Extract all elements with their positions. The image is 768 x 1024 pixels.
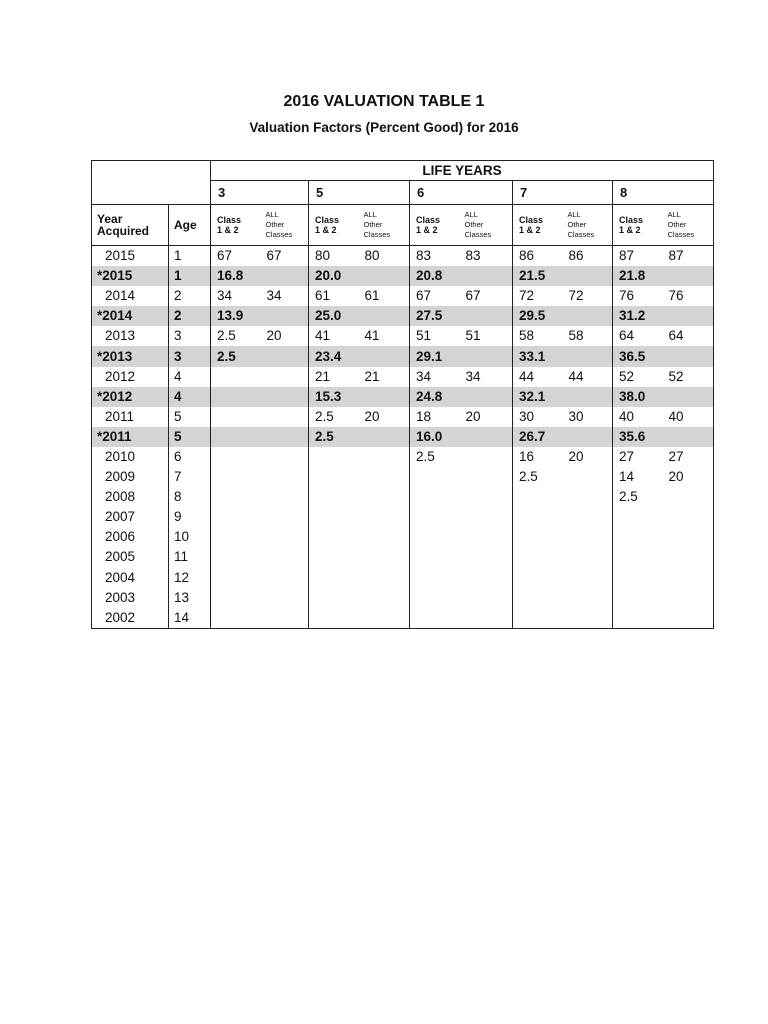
other-classes-value [663, 387, 714, 407]
table-row [92, 387, 714, 407]
other-classes-value: 34 [261, 286, 309, 306]
other-classes-value [261, 427, 309, 447]
year-acquired-cell: 2004 [92, 568, 169, 588]
other-classes-value [460, 487, 513, 507]
other-classes-value [563, 266, 613, 286]
other-classes-value [261, 346, 309, 366]
table-row [92, 306, 714, 326]
year-acquired-cell: 2010 [92, 447, 169, 467]
other-classes-value [460, 266, 513, 286]
class-1-2-value [513, 487, 563, 507]
other-classes-value: 67 [261, 246, 309, 267]
year-acquired-cell: 2011 [92, 407, 169, 427]
class-1-2-value: 27 [619, 448, 635, 464]
age-cell: 3 [169, 326, 211, 346]
other-classes-value [359, 266, 410, 286]
other-classes-value [359, 427, 410, 447]
age-cell: 8 [169, 487, 211, 507]
other-classes-value [460, 568, 513, 588]
class-1-2-value: 2.5 [315, 408, 334, 424]
table-row [92, 547, 714, 567]
age-cell: 9 [169, 507, 211, 527]
table-row [92, 487, 714, 507]
class-1-2-value: 21.8 [613, 266, 663, 286]
class-1-2-value: 52 [619, 368, 635, 384]
class-1-2-value: 83 [416, 248, 432, 264]
class-1-2-value [613, 568, 663, 588]
other-classes-value [460, 387, 513, 407]
other-classes-value [359, 507, 410, 527]
class-1-2-value [513, 588, 563, 608]
class-1-2-value: 87 [619, 248, 635, 264]
class-1-2-value [309, 467, 359, 487]
other-classes-value [563, 306, 613, 326]
class-1-2-value [513, 527, 563, 547]
year-acquired-cell: 2013 [92, 326, 169, 346]
other-classes-value [261, 387, 309, 407]
other-classes-value [563, 527, 613, 547]
other-classes-value: 30 [563, 407, 613, 427]
class-1-2-value: 13.9 [211, 306, 261, 326]
other-classes-value [261, 447, 309, 467]
class-1-2-value [309, 487, 359, 507]
other-classes-value [261, 588, 309, 608]
class-1-2-value: 36.5 [613, 346, 663, 366]
class-1-2-value: 27.5 [410, 306, 460, 326]
table-row [92, 367, 714, 387]
class-1-2-value: 16 [519, 448, 535, 464]
other-classes-value [663, 346, 714, 366]
year-acquired-cell: 2008 [92, 487, 169, 507]
class-1-2-value: 44 [519, 368, 535, 384]
class-1-2-value: 31.2 [613, 306, 663, 326]
class-1-2-value: 32.1 [513, 387, 563, 407]
other-classes-value [460, 447, 513, 467]
other-classes-value: 58 [563, 326, 613, 346]
other-classes-value [563, 427, 613, 447]
other-classes-value [563, 467, 613, 487]
other-classes-value [663, 608, 714, 629]
class-1-2-value: 33.1 [513, 346, 563, 366]
other-classes-value [563, 608, 613, 629]
class-1-2-value: 21 [315, 368, 331, 384]
other-classes-value: 72 [563, 286, 613, 306]
other-classes-value [261, 467, 309, 487]
class-1-2-value: 51 [416, 328, 432, 344]
other-classes-value [563, 588, 613, 608]
class-header: Class 1 & 2 [613, 205, 663, 246]
class-1-2-value [410, 487, 460, 507]
class-1-2-value: 23.4 [309, 346, 359, 366]
other-classes-header: ALL Other Classes [460, 205, 513, 246]
class-1-2-value: 40 [619, 408, 635, 424]
class-1-2-value [513, 608, 563, 629]
other-classes-value: 44 [563, 367, 613, 387]
age-cell: 3 [169, 346, 211, 366]
other-classes-value [261, 527, 309, 547]
other-classes-value [261, 608, 309, 629]
other-classes-value [359, 447, 410, 467]
other-classes-value [563, 387, 613, 407]
class-1-2-value: 58 [519, 328, 535, 344]
class-1-2-value [410, 547, 460, 567]
table-row [92, 527, 714, 547]
other-classes-value: 67 [460, 286, 513, 306]
class-1-2-value [211, 387, 261, 407]
class-1-2-value: 76 [619, 288, 635, 304]
table-row [92, 588, 714, 608]
other-classes-value [563, 547, 613, 567]
age-cell: 7 [169, 467, 211, 487]
class-1-2-value [211, 447, 261, 467]
other-classes-value [261, 407, 309, 427]
other-classes-value [563, 507, 613, 527]
other-classes-value: 20 [261, 326, 309, 346]
class-1-2-value [211, 608, 261, 629]
table-row [92, 246, 714, 267]
other-classes-value [460, 346, 513, 366]
year-acquired-cell: 2002 [92, 608, 169, 629]
other-classes-value [359, 568, 410, 588]
other-classes-value [359, 588, 410, 608]
age-cell: 4 [169, 367, 211, 387]
life-year-7: 7 [513, 181, 613, 205]
other-classes-value: 61 [359, 286, 410, 306]
other-classes-value: 86 [563, 246, 613, 267]
other-classes-value: 76 [663, 286, 714, 306]
other-classes-value [563, 487, 613, 507]
other-classes-value: 20 [460, 407, 513, 427]
class-1-2-value: 67 [416, 288, 432, 304]
other-classes-value [460, 588, 513, 608]
table-row [92, 266, 714, 286]
class-1-2-value [211, 427, 261, 447]
class-1-2-value: 35.6 [613, 427, 663, 447]
age-cell: 13 [169, 588, 211, 608]
age-cell: 1 [169, 266, 211, 286]
page-title: 2016 VALUATION TABLE 1 [283, 93, 485, 110]
class-1-2-value [513, 547, 563, 567]
class-1-2-value: 61 [315, 288, 331, 304]
other-classes-value [563, 346, 613, 366]
other-classes-value [663, 507, 714, 527]
class-1-2-value: 41 [315, 328, 331, 344]
class-1-2-value: 16.0 [410, 427, 460, 447]
other-classes-header: ALL Other Classes [359, 205, 410, 246]
class-1-2-value [211, 467, 261, 487]
year-acquired-cell: 2014 [92, 286, 169, 306]
class-header: Class 1 & 2 [513, 205, 563, 246]
class-1-2-value: 29.5 [513, 306, 563, 326]
other-classes-value [359, 608, 410, 629]
class-1-2-value: 38.0 [613, 387, 663, 407]
class-1-2-value: 16.8 [211, 266, 261, 286]
other-classes-value: 41 [359, 326, 410, 346]
class-1-2-value: 20.8 [410, 266, 460, 286]
age-cell: 1 [169, 246, 211, 267]
year-acquired-cell: *2011 [92, 427, 169, 447]
class-1-2-value [309, 608, 359, 629]
class-1-2-value [613, 608, 663, 629]
age-cell: 10 [169, 527, 211, 547]
table-row [92, 407, 714, 427]
other-classes-value [460, 507, 513, 527]
life-years-header: LIFE YEARS [211, 161, 714, 181]
class-1-2-value: 18 [416, 408, 432, 424]
class-1-2-value: 20.0 [309, 266, 359, 286]
year-acquired-cell: 2007 [92, 507, 169, 527]
class-1-2-value: 2.5 [217, 328, 236, 344]
valuation-table [91, 160, 714, 629]
other-classes-value [261, 306, 309, 326]
class-1-2-value [613, 588, 663, 608]
other-classes-header: ALL Other Classes [261, 205, 309, 246]
age-cell: 5 [169, 427, 211, 447]
year-acquired-cell: *2013 [92, 346, 169, 366]
class-1-2-value: 64 [619, 328, 635, 344]
other-classes-value [359, 527, 410, 547]
other-classes-value [359, 306, 410, 326]
table-row [92, 326, 714, 346]
other-classes-value: 83 [460, 246, 513, 267]
class-1-2-value [309, 507, 359, 527]
other-classes-value [359, 547, 410, 567]
class-1-2-value [211, 487, 261, 507]
other-classes-value [261, 568, 309, 588]
other-classes-value [663, 427, 714, 447]
class-1-2-value [410, 608, 460, 629]
other-classes-value: 80 [359, 246, 410, 267]
class-1-2-value: 2.5 [519, 469, 538, 485]
class-1-2-value: 2.5 [416, 448, 435, 464]
class-1-2-value: 21.5 [513, 266, 563, 286]
class-1-2-value: 29.1 [410, 346, 460, 366]
other-classes-value [663, 527, 714, 547]
class-1-2-value: 34 [217, 288, 233, 304]
other-classes-value [261, 266, 309, 286]
age-cell: 2 [169, 306, 211, 326]
class-1-2-value [513, 568, 563, 588]
age-header: Age [169, 205, 211, 246]
age-cell: 6 [169, 447, 211, 467]
table-row [92, 507, 714, 527]
other-classes-value [261, 547, 309, 567]
age-cell: 4 [169, 387, 211, 407]
other-classes-value [563, 568, 613, 588]
other-classes-value: 34 [460, 367, 513, 387]
year-acquired-cell: 2009 [92, 467, 169, 487]
age-cell: 14 [169, 608, 211, 629]
other-classes-value: 21 [359, 367, 410, 387]
class-1-2-value: 86 [519, 248, 535, 264]
year-acquired-cell: *2014 [92, 306, 169, 326]
year-acquired-cell: 2012 [92, 367, 169, 387]
class-1-2-value [309, 568, 359, 588]
class-1-2-value [211, 588, 261, 608]
class-1-2-value [211, 507, 261, 527]
life-year-3: 3 [211, 181, 309, 205]
class-1-2-value: 2.5 [211, 346, 261, 366]
class-1-2-value: 14 [619, 469, 635, 485]
life-year-5: 5 [309, 181, 410, 205]
age-cell: 12 [169, 568, 211, 588]
class-1-2-value [309, 447, 359, 467]
life-year-6: 6 [410, 181, 513, 205]
class-1-2-value [513, 507, 563, 527]
class-1-2-value [410, 527, 460, 547]
other-classes-value [261, 507, 309, 527]
header-blank-cell [92, 161, 211, 205]
class-header: Class 1 & 2 [309, 205, 359, 246]
class-1-2-value: 30 [519, 408, 535, 424]
other-classes-value [663, 568, 714, 588]
class-1-2-value [211, 568, 261, 588]
other-classes-value [460, 527, 513, 547]
class-1-2-value [410, 467, 460, 487]
other-classes-value [261, 487, 309, 507]
table-row [92, 286, 714, 306]
class-1-2-value: 15.3 [309, 387, 359, 407]
class-1-2-value: 26.7 [513, 427, 563, 447]
class-1-2-value [211, 527, 261, 547]
year-acquired-cell: *2015 [92, 266, 169, 286]
class-1-2-value [211, 547, 261, 567]
life-year-8: 8 [613, 181, 714, 205]
age-cell: 2 [169, 286, 211, 306]
other-classes-value [460, 608, 513, 629]
other-classes-value: 51 [460, 326, 513, 346]
other-classes-value: 64 [663, 326, 714, 346]
class-1-2-value [613, 507, 663, 527]
year-acquired-cell: 2015 [92, 246, 169, 267]
class-header: Class 1 & 2 [410, 205, 460, 246]
class-1-2-value: 24.8 [410, 387, 460, 407]
page-subtitle: Valuation Factors (Percent Good) for 2016 [249, 120, 519, 135]
other-classes-value [359, 487, 410, 507]
other-classes-value: 87 [663, 246, 714, 267]
table-row [92, 608, 714, 629]
class-1-2-value [613, 547, 663, 567]
other-classes-value: 52 [663, 367, 714, 387]
other-classes-value [359, 346, 410, 366]
class-1-2-value [410, 588, 460, 608]
other-classes-value [663, 266, 714, 286]
age-cell: 11 [169, 547, 211, 567]
other-classes-value [663, 547, 714, 567]
other-classes-value [663, 588, 714, 608]
class-1-2-value: 2.5 [309, 427, 359, 447]
other-classes-value: 40 [663, 407, 714, 427]
other-classes-header: ALL Other Classes [663, 205, 714, 246]
year-acquired-cell: 2005 [92, 547, 169, 567]
other-classes-value [460, 427, 513, 447]
class-1-2-value [410, 568, 460, 588]
class-1-2-value [309, 547, 359, 567]
class-1-2-value: 67 [217, 248, 233, 264]
table-row [92, 346, 714, 366]
other-classes-value: 20 [663, 467, 714, 487]
other-classes-value [261, 367, 309, 387]
table-row [92, 467, 714, 487]
class-1-2-value [410, 507, 460, 527]
class-1-2-value: 2.5 [619, 489, 638, 505]
class-1-2-value [211, 367, 261, 387]
table-row [92, 568, 714, 588]
class-1-2-value [613, 527, 663, 547]
class-1-2-value [309, 588, 359, 608]
table-row [92, 447, 714, 467]
year-acquired-header: Year Acquired [92, 205, 169, 246]
table-row [92, 427, 714, 447]
class-1-2-value: 80 [315, 248, 331, 264]
other-classes-value: 27 [663, 447, 714, 467]
age-cell: 5 [169, 407, 211, 427]
other-classes-value: 20 [563, 447, 613, 467]
class-1-2-value [309, 527, 359, 547]
year-acquired-cell: 2003 [92, 588, 169, 608]
other-classes-value [359, 387, 410, 407]
other-classes-value [359, 467, 410, 487]
other-classes-header: ALL Other Classes [563, 205, 613, 246]
class-header: Class 1 & 2 [211, 205, 261, 246]
class-1-2-value: 25.0 [309, 306, 359, 326]
class-1-2-value [211, 407, 261, 427]
other-classes-value: 20 [359, 407, 410, 427]
other-classes-value [460, 306, 513, 326]
year-acquired-cell: 2006 [92, 527, 169, 547]
other-classes-value [663, 306, 714, 326]
other-classes-value [460, 547, 513, 567]
class-1-2-value: 34 [416, 368, 432, 384]
class-1-2-value: 72 [519, 288, 535, 304]
other-classes-value [663, 487, 714, 507]
year-acquired-cell: *2012 [92, 387, 169, 407]
other-classes-value [460, 467, 513, 487]
